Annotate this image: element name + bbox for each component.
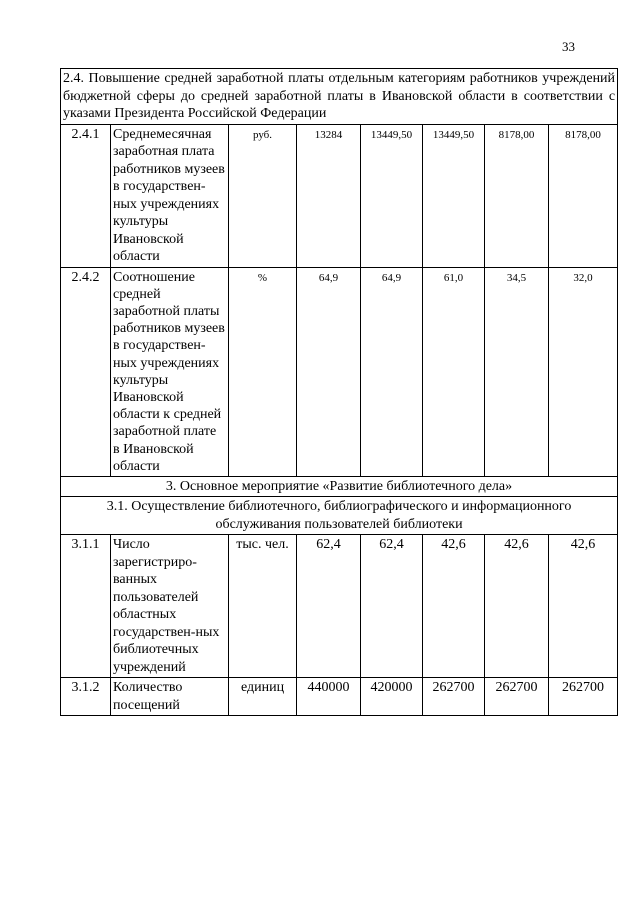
section-3-title: 3. Основное мероприятие «Развитие библиотечного дела» — [61, 476, 618, 497]
page-number: 33 — [562, 39, 575, 54]
row-code: 3.1.2 — [61, 678, 111, 716]
row-value: 42,6 — [549, 535, 618, 678]
row-value: 262700 — [549, 678, 618, 716]
row-value: 42,6 — [423, 535, 485, 678]
row-value: 262700 — [423, 678, 485, 716]
row-value: 42,6 — [485, 535, 549, 678]
row-value: 13284 — [297, 124, 361, 267]
row-name: Соотношение средней заработной платы работников музеев в государствен-ных учреждениях культуры Ивановской области к средней заработной плате в Ивановской области — [111, 267, 229, 476]
row-value: 420000 — [361, 678, 423, 716]
row-value: 62,4 — [297, 535, 361, 678]
row-unit: руб. — [229, 124, 297, 267]
row-value: 34,5 — [485, 267, 549, 476]
row-value: 8178,00 — [549, 124, 618, 267]
row-value: 13449,50 — [361, 124, 423, 267]
table-row — [61, 535, 618, 678]
row-value: 62,4 — [361, 535, 423, 678]
row-value: 32,0 — [549, 267, 618, 476]
section-header-row — [61, 497, 618, 535]
row-unit: % — [229, 267, 297, 476]
row-value: 262700 — [485, 678, 549, 716]
section-header-row — [61, 69, 618, 125]
indicators-table — [60, 68, 618, 716]
row-value: 64,9 — [297, 267, 361, 476]
row-code: 2.4.2 — [61, 267, 111, 476]
row-name: Среднемесячная заработная плата работников музеев в государствен-ных учреждениях культуры Ивановской области — [111, 124, 229, 267]
row-code: 3.1.1 — [61, 535, 111, 678]
section-header-row — [61, 476, 618, 497]
table-row — [61, 678, 618, 716]
row-value: 64,9 — [361, 267, 423, 476]
row-unit: тыс. чел. — [229, 535, 297, 678]
row-value: 440000 — [297, 678, 361, 716]
section-3-1-title: 3.1. Осуществление библиотечного, библиографического и информационного обслуживания пользователей библиотеки — [61, 497, 618, 535]
row-name: Количество посещений — [111, 678, 229, 716]
row-value: 13449,50 — [423, 124, 485, 267]
table-row — [61, 267, 618, 476]
row-unit: единиц — [229, 678, 297, 716]
row-code: 2.4.1 — [61, 124, 111, 267]
row-value: 61,0 — [423, 267, 485, 476]
row-name: Число зарегистриро-ванных пользователей областных государствен-ных библиотечных учреждений — [111, 535, 229, 678]
table-row — [61, 124, 618, 267]
section-2-4-title: 2.4. Повышение средней заработной платы отдельным категориям работников учреждений бюджетной сферы до средней заработной платы в Ивановской области в соответствии с указами Президента Российской Федерации — [61, 69, 618, 125]
row-value: 8178,00 — [485, 124, 549, 267]
